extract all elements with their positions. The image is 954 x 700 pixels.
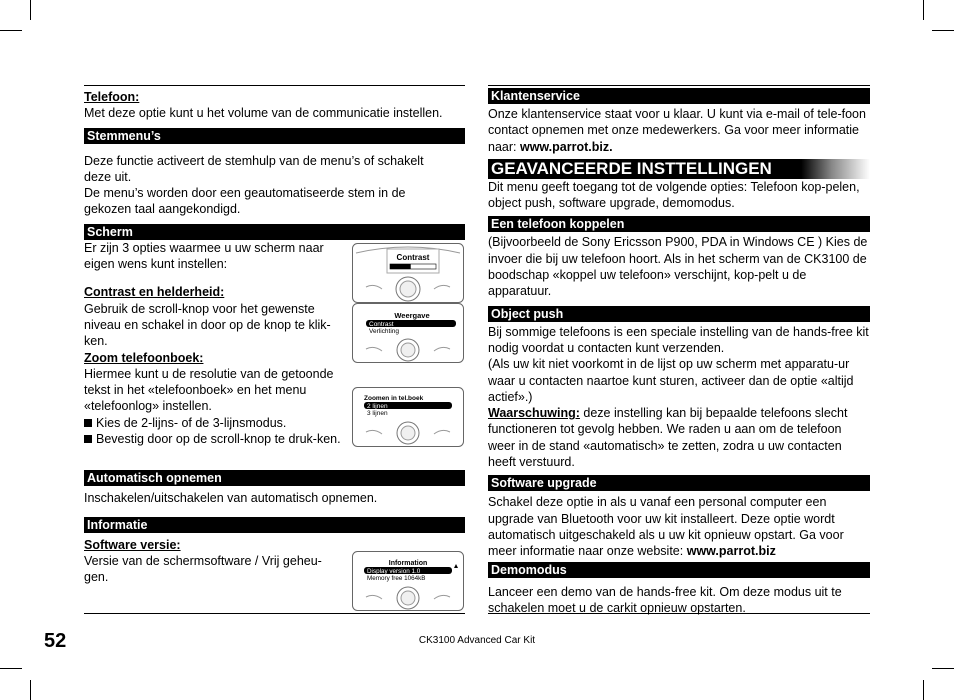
square-bullet-icon bbox=[84, 435, 92, 443]
demomodus-bar: Demomodus bbox=[488, 562, 870, 578]
scherm-text: Er zijn 3 opties waarmee u uw scherm naar eigen wens kunt instellen: bbox=[84, 240, 324, 272]
scherm-bar: Scherm bbox=[84, 224, 465, 240]
klantenservice-text: Onze klantenservice staat voor u klaar. U kunt via e-mail of tele-foon contact opnemen met onze medewerkers. Ga voor meer informatie naar: www.parrot.biz. bbox=[488, 107, 866, 154]
stemmenu-bar: Stemmenu’s bbox=[84, 128, 465, 144]
contrast-screen-illustration bbox=[352, 243, 464, 303]
informatie-bar: Informatie bbox=[84, 517, 465, 533]
zoomen-screen-title: Zoomen in tel.boek bbox=[364, 395, 424, 402]
objectpush-bar: Object push bbox=[488, 306, 870, 322]
footer-title: CK3100 Advanced Car Kit bbox=[418, 635, 536, 646]
crop-mark bbox=[0, 668, 22, 669]
zoomen-item-2lijnen: 2 lijnen bbox=[367, 403, 388, 410]
geavanceerde-heading: GEAVANCEERDE INSTTELLINGEN bbox=[488, 159, 870, 179]
telefoon-text: Met deze optie kunt u het volume van de communicatie instellen. bbox=[84, 106, 443, 121]
weergave-item-verlichting: Verlichting bbox=[369, 328, 399, 335]
crop-mark bbox=[0, 30, 22, 31]
upgrade-link[interactable]: www.parrot.biz bbox=[686, 544, 776, 559]
contrast-heading: Contrast en helderheid: bbox=[84, 285, 225, 300]
right-column bbox=[488, 86, 870, 616]
zoomen-screen-illustration bbox=[352, 387, 464, 447]
weergave-item-contrast: Contrast bbox=[369, 321, 394, 328]
telefoon-heading: Telefoon: bbox=[84, 90, 140, 104]
software-text: Versie van de schermsoftware / Vrij geheu-gen. bbox=[84, 553, 322, 585]
demomodus-text: Lanceer een demo van de hands-free kit. Om deze modus uit te schakelen moet u de carkit opnieuw opstarten. bbox=[488, 584, 842, 615]
automatisch-text: Inschakelen/uitschakelen van automatisch opnemen. bbox=[84, 491, 378, 506]
information-screen-title: Information bbox=[388, 560, 428, 567]
weergave-screen-title: Weergave bbox=[394, 311, 430, 320]
automatisch-bar: Automatisch opnemen bbox=[84, 470, 465, 486]
zoom-bullet: Kies de 2-lijns- of de 3-lijnsmodus. bbox=[84, 415, 346, 431]
geavanceerde-text: Dit menu geeft toegang tot de volgende opties: Telefoon kop-pelen, object push, software upgrade, demomodus. bbox=[488, 179, 860, 211]
zoom-bullet: Bevestig door op de scroll-knop te druk-ken. bbox=[84, 431, 346, 447]
zoom-heading: Zoom telefoonboek: bbox=[84, 350, 204, 365]
objectpush-text: Bij sommige telefoons is een speciale instelling van de hands-free kit nodig voordat u contacten kunt verzenden. (Als uw kit niet voorkomt in de lijst op uw scherm met apparatu-ur waar u contacten naartoe kunt sturen, activeer dan de optie «altijd actief».) Waarschuwing: deze instelling kan bij bepaalde telefoons slecht functioneren tot gevolg hebben. We raden u aan om de telefoon weer in de stand «automatisch» te zetten, zodra u uw contacten heeft verstuurd. bbox=[488, 324, 869, 470]
zoom-text: Hiermee kunt u de resolutie van de getoonde tekst in het «telefoonboek» en het menu «telefoonlog» instellen. bbox=[84, 366, 334, 414]
klantenservice-bar: Klantenservice bbox=[488, 88, 870, 104]
zoomen-item-3lijnen: 3 lijnen bbox=[367, 410, 388, 417]
contrast-screen-title: Contrast bbox=[396, 253, 430, 262]
stemmenu-text: Deze functie activeert de stemhulp van de menu’s of schakelt deze uit. De menu’s worden door een geautomatiseerde stem in de gekozen taal aangekondigd. bbox=[84, 153, 424, 217]
koppelen-text: (Bijvoorbeeld de Sony Ericsson P900, PDA in Windows CE ) Kies de invoer die bij uw telefoon hoort. Als in het scherm van de CK3100 de boodschap «koppel uw telefoon» verschijnt, kop-pelt u de apparatuur. bbox=[488, 235, 868, 299]
crop-mark bbox=[30, 0, 31, 20]
crop-mark bbox=[30, 680, 31, 700]
information-item-memory: Memory free 1064kB bbox=[367, 575, 426, 582]
crop-mark bbox=[932, 30, 954, 31]
weergave-screen-illustration bbox=[352, 303, 464, 363]
software-heading: Software versie: bbox=[84, 537, 181, 552]
contrast-text: Gebruik de scroll-knop voor het gewenste niveau en schakel in door op de knop te klik-ken. bbox=[84, 301, 331, 349]
information-screen-illustration bbox=[352, 551, 464, 611]
crop-mark bbox=[923, 680, 924, 700]
upgrade-text: Schakel deze optie in als u vanaf een personal computer een upgrade van Bluetooth voor uw kit installeert. Deze optie wordt automatisch uitgeschakeld als u uw kit opnieuw opstart. Ga voor meer informatie naar onze website: www.parrot.biz bbox=[488, 495, 844, 559]
upgrade-bar: Software upgrade bbox=[488, 475, 870, 491]
koppelen-bar: Een telefoon koppelen bbox=[488, 216, 870, 232]
crop-mark bbox=[923, 0, 924, 20]
crop-mark bbox=[932, 668, 954, 669]
square-bullet-icon bbox=[84, 419, 92, 427]
bottom-rule-left bbox=[84, 613, 465, 614]
klantenservice-link[interactable]: www.parrot.biz. bbox=[519, 139, 613, 154]
waarschuwing-label: Waarschuwing: bbox=[488, 406, 580, 421]
information-item-display: Display version 1.0 bbox=[367, 568, 421, 575]
page-number: 52 bbox=[44, 630, 67, 652]
